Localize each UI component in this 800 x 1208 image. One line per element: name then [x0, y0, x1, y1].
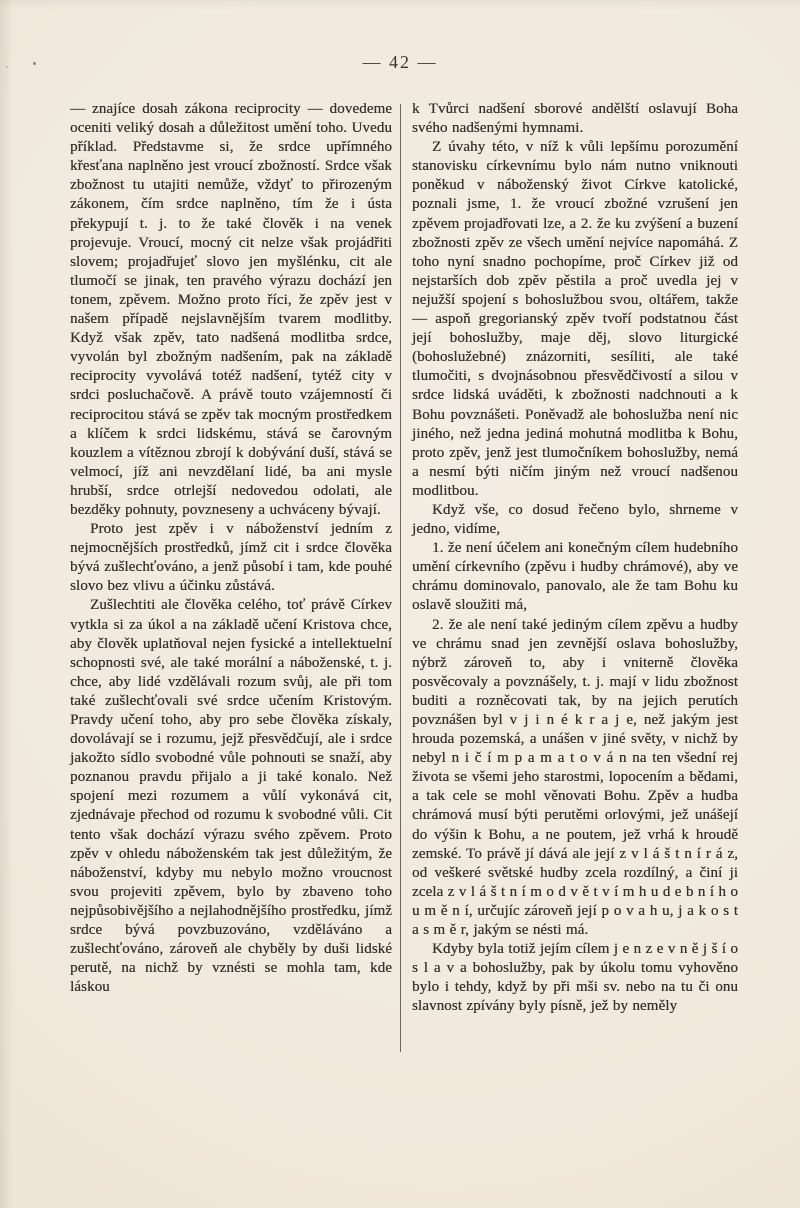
paragraph: k Tvůrci nadšení sborové andělští oslavují Boha svého nadšenými hymnami. [412, 101, 738, 137]
paragraph: Proto jest zpěv i v náboženství jedním z nejmocnějších prostředků, jímž cit i srdce člověka bývá zušlechťováno, a jenž působí i tam, kde pouhé slovo bez vlivu a účinku zůstává. [70, 521, 392, 595]
left-column [70, 100, 392, 997]
paragraph: 2. že ale není také jediným cílem zpěvu a hudby ve chrámu snad jen zevnější oslava bohoslužby, nýbrž zároveň to, aby i vniterně člověka posvěcovaly a povznášely, t. j. mají v lidu zbožnost buditi a rozněcovati tak, by na jejich perutích povznášen byl v j i n é k r a j e, než jakým jest hrouda pozemská, a unášen v jiné světy, v nichž by nebyl n i č í m p a m a t o v á n na ten všední rej života se všemi jeho starostmi, lopocením a bědami, a tak cele se mohl věnovati Bohu. Zpěv a hudba chrámová musí býti perutěmi orlovými, jež unášejí do výšin k Bohu, a ne poutem, jež vrhá k hroudě zemské. To právě jí dává ale její z v l á š t n í r á z, od veškeré světské hudby zcela rozdílný, a činí ji zcela z v l á š t n í m o d v ě t v í m h u d e b n í h o u m ě n í, určujíc zároveň její p o v a h u, j a k o s t a s m ě r, jakým se nésti má. [412, 616, 738, 939]
paragraph: 1. že není účelem ani konečným cílem hudebního umění církevního (zpěvu i hudby chrámové), aby ve chrámu dominovalo, panovalo, ale že tam Bohu ku oslavě sloužiti má, [412, 540, 738, 614]
column-divider [400, 104, 401, 1052]
paragraph: Zušlechtiti ale člověka celého, toť právě Církev vytkla si za úkol a na základě učení Kristova chce, aby člověk uplatňoval nejen fysické a intellektuelní schopnosti své, ale také morální a náboženské, t. j. chce, aby lidé vzdělávali rozum svůj, ale při tom také zušlechťovali své srdce učením Kristovým. Pravdy učení toho, aby pro sebe člověka získaly, dovolávají se i rozumu, jejž přesvědčují, ale i srdce jakožto sídlo svobodné vůle pohnouti se snaží, aby poznanou pravdu přijalo a ji také konalo. Než spojení mezi rozumem a vůlí vykonává cit, zjednávaje přechod od rozumu k svobodné vůli. Cit tento však dochází výrazu svého zpěvem. Proto zpěv v ohledu náboženském tak jest důležitým, že náboženství, kdyby mu nebylo možno vroucnost svou projeviti zpěvem, bylo by zbaveno toho nejpůsobivějšího a nejlahodnějšího prostředku, jímž srdce bývá povzbuzováno, vzděláváno a zušlechťováno, zároveň ale chyběly by duši lidské perutě, na nichž by vznésti se mohla tam, kde láskou [70, 597, 392, 996]
scan-edge-shadow [0, 0, 800, 10]
paragraph: — znajíce dosah zákona reciprocity — dovedeme oceniti veliký dosah a důležitost umění toho. Uvedu příklad. Představme si, že srdce upřímného křesťana naplněno jest vroucí zbožností. Srdce však zbožnost tu utajiti nemůže, vždyť to přirozeným zákonem, čím srdce naplněno, tím že i ústa překypují t. j. to že také člověk i na venek projevuje. Vroucí, mocný cit nelze však projádřiti slovem; projadřujeť slovo jen myšlénku, cit ale tlumočí se jinak, ten pravého výrazu dochází jen tonem, zpěvem. Možno proto říci, že zpěv jest v našem případě nejslavnějším tvarem modlitby. Když však zpěv, tato nadšená modlitba srdce, vyvolán byl zbožným nadšením, pak na základě reciprocity vyvolává totéž nadšení, tytéž city v srdci posluchačově. A právě touto vzájemností či reciprocitou stává se zpěv tak mocným prostředkem a klíčem k srdci lidskému, stává se čarovným kouzlem a vítěznou zbrojí k dobývání duší, stává se velmocí, jíž ani nevzdělaní lidé, ba ani mysle hrubší, srdce otrlejší nedovedou odolati, ale bezděky pohnuty, povzneseny a uchváceny bývají. [70, 101, 392, 518]
paragraph: Když vše, co dosud řečeno bylo, shrneme v jedno, vidíme, [412, 501, 738, 538]
page-number: — 42 — [362, 52, 438, 72]
right-column [412, 100, 738, 1017]
paragraph: Z úvahy této, v níž k vůli lepšímu porozumění stanovisku církevnímu bylo nám nutno vniknouti poněkud v náboženský život Církve katolické, poznali jsme, 1. že vroucí zbožné vzrušení jen zpěvem projadřovati lze, a 2. že ku zvýšení a buzení zbožnosti zpěv ze všech umění nejvíce napomáhá. Z toho nyní snadno pochopíme, proč Církev již od nejstarších dob zpěv pěstila a proč uvedla jej v nejužší spojení s bohoslužbou svou, oltářem, takže — aspoň gregorianský zpěv tvoří podstatnou část její bohoslužby, maje děj, slovo liturgické (bohoslužebné) znázorniti, sesíliti, ale také tlumočiti, s dvojnásobnou přesvědčivostí a silou v srdce lidská uváděti, k zbožnosti nadchnouti a k Bohu povznášeti. Poněvadž ale bohoslužba není nic jiného, než jedna jediná mohutná modlitba k Bohu, proto zpěv, jenž jest tlumočníkem bohoslužby, nemá a nesmí býti ničím jiným než vroucí nadšenou modlitbou. [412, 139, 738, 499]
paragraph: Kdyby byla totiž jejím cílem j e n z e v n ě j š í o s l a v a bohoslužby, pak by úkolu tomu vyhověno bylo i tehdy, když by při mši sv. nebo na tu či onu slavnost zpívány byly písně, jež by neměly [412, 941, 738, 1015]
scan-edge-shadow [0, 0, 14, 1208]
